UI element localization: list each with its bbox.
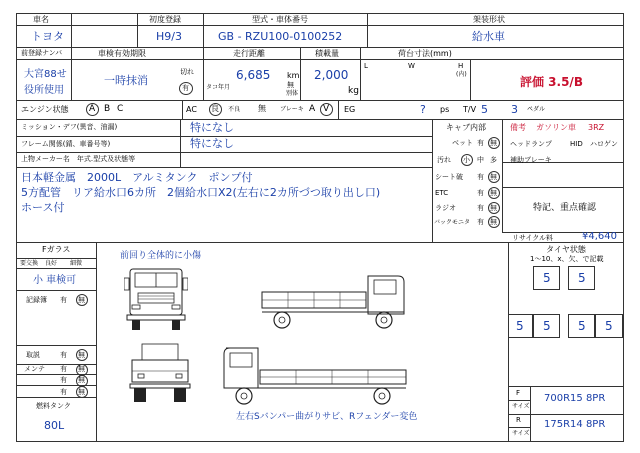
- cab-dirt-small: 小: [463, 156, 470, 164]
- mileage-label: 走行距離: [233, 49, 265, 58]
- tacho-separate: 別体: [286, 90, 299, 97]
- maint-yes: 有: [60, 365, 67, 373]
- tire-subtitle: 1～10、x、欠、で記載: [530, 255, 604, 263]
- inspection-label: 車検有効期限: [98, 49, 146, 58]
- tacho-label: タコ年月: [206, 84, 231, 91]
- valid-circle-mark: [179, 82, 193, 95]
- tire-rear-1-value: 5: [516, 319, 524, 333]
- fuel-tank-value: 80L: [44, 419, 65, 432]
- cab-etc-label: ETC: [435, 189, 449, 197]
- note-line-1: 日本軽金属 2000L アルミタンク ポンプ付: [21, 171, 253, 184]
- cab-seat-no: 無: [490, 173, 497, 181]
- ac-label: AC: [186, 105, 197, 114]
- cab-etc-yes: 有: [477, 189, 484, 197]
- tire-front-right-value: 5: [578, 271, 586, 285]
- tire-f-size-value: 700R15 8PR: [544, 393, 606, 404]
- engine-model-value: 3RZ: [588, 123, 605, 132]
- bed-length-label: L: [364, 62, 368, 70]
- truck-side-view-left-icon: [222, 344, 410, 406]
- truck-rear-view-icon: [128, 342, 192, 406]
- bed-width-label: W: [408, 62, 415, 70]
- inspection-expired-opt: 切れ: [180, 68, 194, 76]
- tire-rear-3-value: 5: [578, 319, 586, 333]
- glass-title: Fガラス: [42, 245, 71, 254]
- rating-value: 評価 3.5/B: [520, 75, 583, 89]
- ac-bad: 不良: [228, 106, 241, 113]
- glass-minor: 細微: [70, 260, 83, 267]
- row4-no: 無: [78, 388, 85, 396]
- plate-note: 役所使用: [24, 85, 64, 96]
- bed-height-label: H: [458, 62, 464, 70]
- glass-good: 良好: [45, 260, 58, 267]
- row4-yes: 有: [60, 388, 67, 396]
- recorder-label: 記録簿: [26, 296, 47, 304]
- seat-value: 3: [511, 103, 518, 116]
- tire-r-size-label: サイズ: [512, 430, 530, 437]
- tv-label: T/V: [463, 105, 477, 114]
- body-shape-value: 給水車: [472, 30, 505, 43]
- cab-monitor-yes: 有: [477, 218, 484, 226]
- cab-monitor-no: 無: [490, 218, 497, 226]
- halogen-label: ハロゲン: [590, 140, 618, 148]
- aux-brake-label: 補助ブレーキ: [510, 156, 552, 164]
- maint-label: メンテ: [24, 365, 45, 373]
- glass-note: 小 車検可: [33, 275, 77, 286]
- model-value: GB - RZU100-0100252: [218, 30, 343, 43]
- equipment-title: 備考: [510, 123, 526, 132]
- plate-value: 大宮88せ: [24, 69, 67, 80]
- maint-no: 無: [78, 365, 85, 373]
- ac-good: 良: [211, 104, 219, 113]
- brake-v: V: [323, 104, 330, 114]
- cab-dirt-mid: 中: [477, 156, 484, 164]
- manual-yes: 有: [60, 351, 67, 359]
- cab-radio-no: 無: [490, 204, 497, 212]
- tire-front-left-value: 5: [543, 271, 551, 285]
- ps-label: ps: [440, 105, 450, 114]
- special-notes-label: 特記、重点確認: [533, 203, 597, 213]
- brake-a: A: [309, 104, 316, 114]
- recycle-value: ¥4,640: [582, 231, 617, 242]
- cab-monitor-label: バックモニタ: [434, 219, 471, 226]
- tire-f-size-label: サイズ: [512, 403, 530, 410]
- car-name-value: トヨタ: [31, 30, 64, 43]
- note-line-3: ホース付: [21, 201, 65, 214]
- maker-label: 上物メーカー名 年式.型式及状態等: [21, 155, 136, 163]
- engine-grade-b: B: [104, 104, 111, 114]
- capacity-unit: kg: [348, 86, 359, 96]
- row3-no: 無: [78, 376, 85, 384]
- tire-title: タイヤ状態: [546, 245, 586, 254]
- truck-front-view-icon: [124, 266, 188, 332]
- cab-seat-yes: 有: [477, 173, 484, 181]
- bed-inner-label: (内): [456, 71, 467, 78]
- cab-dirt-label: 汚れ: [437, 156, 451, 164]
- eg-label: EG: [344, 105, 356, 114]
- frame-label: フレーム関係(錆、車番号等): [21, 140, 111, 148]
- cab-bed-yes: 有: [477, 139, 484, 147]
- tv-value: 5: [481, 103, 488, 116]
- tire-rear-4-value: 5: [605, 319, 613, 333]
- cab-bed-label: ベット: [452, 139, 473, 147]
- truck-side-view-right-icon: [260, 270, 408, 332]
- hid-label: HID: [570, 140, 583, 148]
- recycle-label: リサイクル料: [512, 234, 554, 242]
- capacity-label: 積載量: [315, 49, 339, 58]
- recorder-yes: 有: [60, 296, 67, 304]
- inspection-value: 一時抹消: [104, 74, 148, 87]
- body-shape-label: 架装形状: [473, 15, 505, 24]
- first-reg-value: H9/3: [156, 30, 182, 43]
- tire-r-label: R: [516, 416, 521, 424]
- bed-size-label: 荷台寸法(mm): [398, 49, 452, 58]
- engine-grade-a: A: [89, 104, 96, 114]
- manual-no: 無: [78, 351, 85, 359]
- car-name-label: 車名: [33, 15, 49, 24]
- headlamp-label: ヘッドランプ: [510, 140, 552, 148]
- recorder-no: 無: [78, 296, 85, 304]
- mission-value: 特になし: [190, 121, 234, 134]
- fuel-type-value: ガソリン車: [536, 123, 576, 132]
- engine-grade-c: C: [117, 104, 124, 114]
- manual-label: 取説: [26, 351, 40, 359]
- ac-none: 無: [258, 104, 266, 113]
- ps-value: ?: [420, 103, 426, 116]
- cab-title: キャブ内部: [446, 123, 486, 132]
- mileage-value: 6,685: [236, 68, 271, 82]
- model-label: 型式・車体番号: [252, 15, 308, 24]
- fuel-tank-label: 燃料タンク: [36, 402, 71, 410]
- cab-radio-yes: 有: [477, 204, 484, 212]
- cab-radio-label: ラジオ: [435, 204, 456, 212]
- glass-replace: 要交換: [20, 260, 39, 267]
- front-damage-note: 前回り全体的に小傷: [120, 251, 202, 261]
- row3-yes: 有: [60, 376, 67, 384]
- engine-label: エンジン状態: [21, 105, 69, 114]
- capacity-value: 2,000: [314, 68, 349, 82]
- tire-rear-2-value: 5: [543, 319, 551, 333]
- tacho-none: 無: [287, 81, 294, 89]
- frame-value: 特になし: [190, 137, 234, 150]
- first-reg-label: 初度登録: [149, 15, 181, 24]
- tire-r-size-value: 175R14 8PR: [544, 419, 606, 430]
- plate-label: 前登録ナンバ: [21, 49, 63, 57]
- pedal-label: ペダル: [527, 106, 546, 113]
- bumper-damage-note: 左右Sバンパー曲がりサビ、Rフェンダー変色: [236, 412, 418, 422]
- tire-f-label: F: [516, 389, 521, 397]
- note-line-2: 5方配管 リア給水口6カ所 2個給水口X2(左右に2カ所づつ取り出し口): [21, 186, 381, 199]
- cab-etc-no: 無: [490, 189, 497, 197]
- cab-bed-no: 無: [490, 139, 497, 147]
- cab-seat-label: シート破: [435, 173, 463, 181]
- mileage-unit: km: [287, 71, 300, 80]
- mission-label: ミッション・デフ(異音、油漏): [21, 123, 118, 131]
- cab-dirt-many: 多: [490, 156, 497, 164]
- inspection-valid-opt: 有: [182, 84, 189, 92]
- brake-label: ブレーキ: [280, 106, 304, 113]
